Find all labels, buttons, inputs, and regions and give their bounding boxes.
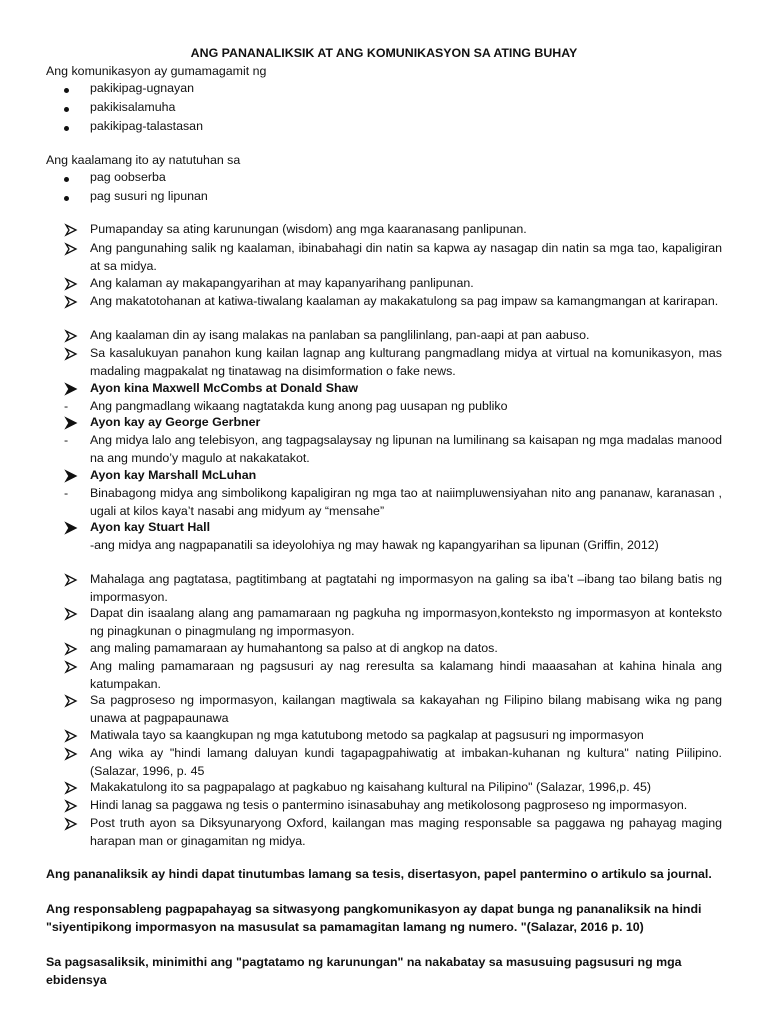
page-title: ANG PANANALIKSIK AT ANG KOMUNIKASYON SA ATING BUHAY: [190, 46, 578, 60]
author-description: -ang midya ang nagpapanatili sa ideyolohiya ng may hawak ng kapangyarihan sa lipunan (Griffin, 2012): [90, 538, 659, 552]
list-item: Dapat din isaalang alang ang pamamaraan ng pagkuha ng impormasyon,konteksto ng impormasyon at konteksto ng pinagkunan o pinagmulang ng impormasyon.: [90, 606, 722, 638]
arrow-bullet-icon: [64, 329, 78, 343]
list-item: Sa kasalukuyan panahon kung kailan lagnap ang kulturang pangmadlang midya at virtual na komunikasyon, mas madaling magpakalat ng tinatawag na disimformation o fake news.: [90, 346, 722, 378]
bullet-icon: [64, 82, 84, 99]
arrow-bullet-icon: [64, 521, 78, 535]
list-item: pag oobserba: [90, 170, 166, 184]
list-item: Ang makatotohanan at katiwa-tiwalang kaalaman ay makakatulong sa pag impaw sa kamangmangan at karirapan.: [90, 294, 719, 308]
intro-communication: Ang komunikasyon ay gumamagamit ng: [46, 64, 267, 78]
list-item: Ang maling pamamaraan ng pagsusuri ay nag reresulta sa kalamang hindi maaasahan at kahina hinala ang katumpakan.: [90, 659, 722, 691]
arrow-bullet-icon: [64, 660, 78, 674]
list-item: pakikipag-ugnayan: [90, 81, 195, 95]
author-heading: Ayon kay ay George Gerbner: [90, 415, 261, 429]
arrow-bullet-icon: [64, 729, 78, 743]
list-item: Pumapanday sa ating karunungan (wisdom) ang mga kaaranasang panlipunan.: [90, 222, 527, 236]
intro-knowledge: Ang kaalamang ito ay natutuhan sa: [46, 153, 241, 167]
closing-paragraph: Ang responsableng pagpapahayag sa sitwasyong pangkomunikasyon ay dapat bunga ng pananaliksik na hindi "siyentipikong impormasyon na masusulat sa pamamagitan lamang ng numero. "(Salazar, 2016 p. 10): [46, 902, 702, 934]
arrow-bullet-icon: [64, 573, 78, 587]
author-heading: Ayon kay Marshall McLuhan: [90, 468, 257, 482]
list-item: Hindi lanag sa paggawa ng tesis o pantermino isinasabuhay ang metikolosong pagproseso ng impormasyon.: [90, 798, 688, 812]
list-item: Ang pangunahing salik ng kaalaman, ibinabahagi din natin sa kapwa ay nasagap din natin sa mga tao, kapaligiran at sa midya.: [90, 241, 722, 273]
arrow-bullet-icon: [64, 747, 78, 761]
author-description: Ang midya lalo ang telebisyon, ang tagpagsalaysay ng lipunan na lumilinang sa kaisapan ng mga madalas manood na ang mundo’y magulo at nakakatakot.: [90, 433, 722, 465]
list-item: pakikisalamuha: [90, 100, 176, 114]
closing-paragraph: Ang pananaliksik ay hindi dapat tinutumbas lamang sa tesis, disertasyon, papel pantermino o artikulo sa journal.: [46, 867, 712, 881]
list-item: Sa pagproseso ng impormasyon, kailangan magtiwala sa kakayahan ng Filipino bilang mabisang wika ng pang unawa at pagpapaunawa: [90, 693, 722, 725]
author-description: Binabagong midya ang simbolikong kapaligiran ng mga tao at naiimpluwensiyahan nito ang pananaw, karanasan , ugali at kilos kaya’t nasabi ang midyum ay “mensahe”: [90, 486, 722, 518]
list-item: pag susuri ng lipunan: [90, 189, 208, 203]
author-description: Ang pangmadlang wikaang nagtatakda kung anong pag uusapan ng publiko: [90, 399, 508, 413]
list-item: Ang kalaman ay makapangyarihan at may kapanyarihang panlipunan.: [90, 276, 474, 290]
bullet-icon: [64, 171, 84, 188]
list-item: Matiwala tayo sa kaangkupan ng mga katutubong metodo sa pagkalap at pagsusuri ng impormasyon: [90, 728, 644, 742]
list-item: Mahalaga ang pagtatasa, pagtitimbang at pagtatahi ng impormasyon na galing sa iba’t –ibang tao bilang batis ng impormasyon.: [90, 572, 722, 604]
arrow-bullet-icon: [64, 469, 78, 483]
list-item: pakikipag-talastasan: [90, 119, 203, 133]
arrow-bullet-icon: [64, 382, 78, 396]
bullet-icon: [64, 120, 84, 137]
arrow-bullet-icon: [64, 607, 78, 621]
arrow-bullet-icon: [64, 277, 78, 291]
list-item: Ang wika ay "hindi lamang daluyan kundi tagapagpahiwatig at imbakan-kuhanan ng kultura" nating Piilipino. (Salazar, 1996, p. 45: [90, 746, 722, 778]
dash-marker: -: [64, 486, 69, 500]
list-item: Post truth ayon sa Diksyunaryong Oxford, kailangan mas maging responsable sa paggawa ng pahayag maging harapan man or ginagamitan ng midya.: [90, 816, 722, 848]
arrow-bullet-icon: [64, 799, 78, 813]
arrow-bullet-icon: [64, 694, 78, 708]
list-item: Makakatulong ito sa pagpapalago at pagkabuo ng kaisahang kultural na Pilipino" (Salazar, 1996,p. 45): [90, 780, 651, 794]
list-item: ang maling pamamaraan ay humahantong sa palso at di angkop na datos.: [90, 641, 498, 655]
dash-marker: -: [64, 399, 69, 413]
closing-paragraph: Sa pagsasaliksik, minimithi ang "pagtatamo ng karunungan" na nakabatay sa masusuing pagsusuri ng mga ebidensya: [46, 955, 682, 987]
list-item: Ang kaalaman din ay isang malakas na panlaban sa panglilinlang, pan-aapi at pan aabuso.: [90, 328, 590, 342]
author-heading: Ayon kina Maxwell McCombs at Donald Shaw: [90, 381, 359, 395]
arrow-bullet-icon: [64, 817, 78, 831]
arrow-bullet-icon: [64, 295, 78, 309]
arrow-bullet-icon: [64, 223, 78, 237]
dash-marker: -: [64, 433, 69, 447]
arrow-bullet-icon: [64, 781, 78, 795]
author-heading: Ayon kay Stuart Hall: [90, 520, 211, 534]
bullet-icon: [64, 190, 84, 207]
bullet-icon: [64, 101, 84, 118]
arrow-bullet-icon: [64, 242, 78, 256]
arrow-bullet-icon: [64, 347, 78, 361]
arrow-bullet-icon: [64, 642, 78, 656]
arrow-bullet-icon: [64, 416, 78, 430]
